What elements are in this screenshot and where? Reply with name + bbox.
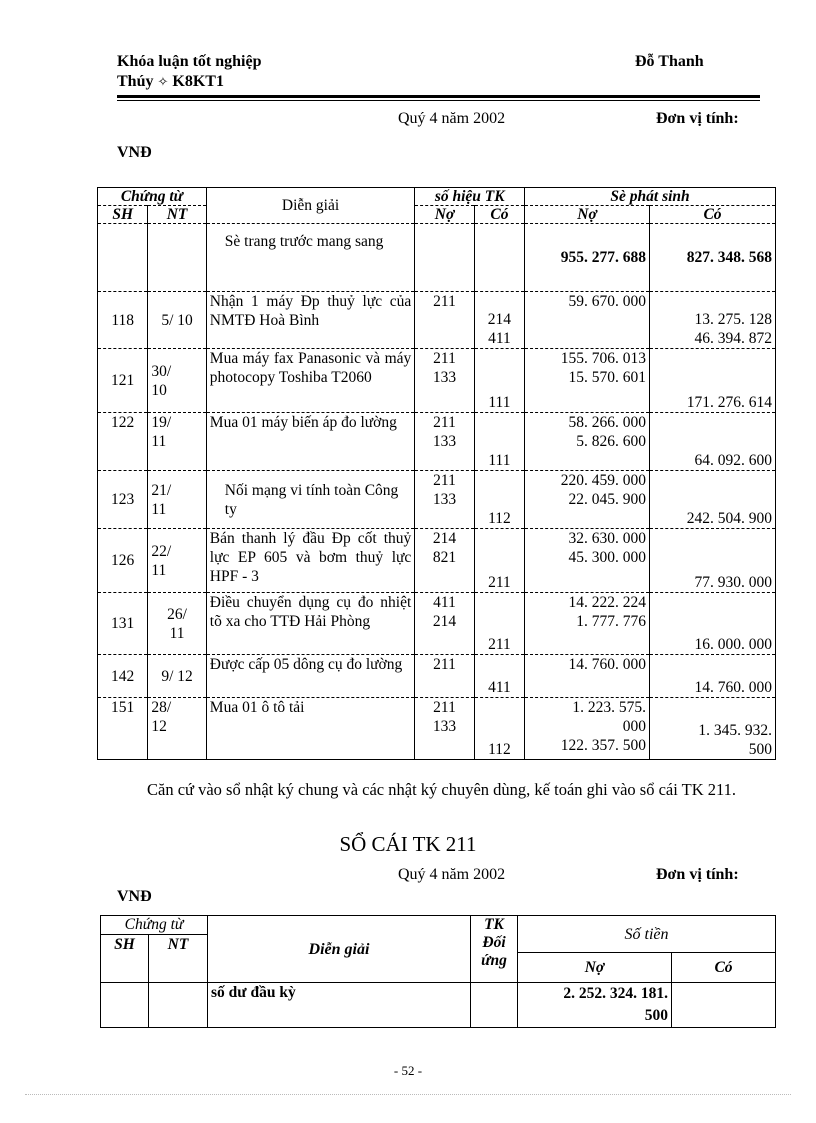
header-rule-thick (117, 95, 760, 98)
header-dien-giai-2: Diễn giải (208, 916, 471, 983)
header-chung-tu-2: Chứng từ (101, 916, 208, 935)
cell-tk-no: 211 (415, 655, 474, 698)
unit-label-2: Đơn vị tính: (656, 866, 739, 883)
body-paragraph: Căn cứ vào sổ nhật ký chung và các nhật ký chuyên dùng, kế toán ghi vào sổ cái TK 211. (147, 780, 737, 799)
cell-desc: Sè trang trước mang sang (206, 224, 415, 292)
class-code: K8KT1 (172, 73, 224, 90)
cell-sh: 123 (98, 471, 148, 529)
cell-amount-no: 220. 459. 000 22. 045. 900 (525, 471, 650, 529)
cell-amount-no: 955. 277. 688 (525, 224, 650, 292)
cell-amount-co: 16. 000. 000 (650, 593, 776, 655)
doc-title: Khóa luận tốt nghiệp (117, 53, 262, 70)
cell-amount-co-2 (672, 983, 776, 1028)
unit-label: Đơn vị tính: (656, 110, 739, 127)
cell-amount-no: 58. 266. 000 5. 826. 600 (525, 413, 650, 471)
cell-desc: Mua 01 ô tô tải (206, 698, 415, 760)
cell-tk-no: 211 133 (415, 413, 474, 471)
cell-amount-no: 155. 706. 013 15. 570. 601 (525, 349, 650, 413)
cell-nt: 21/ 11 (148, 471, 206, 529)
cell-tk-co: 111 (474, 349, 524, 413)
header-amount-no: Nợ (525, 206, 650, 224)
header-sh: SH (98, 206, 148, 224)
author-name-rest: Thúy (117, 73, 154, 90)
table-row (98, 698, 776, 760)
cell-tk-2 (471, 983, 518, 1028)
header-so-tien: Số tiền (518, 916, 776, 953)
cell-amount-no: 1. 223. 575. 000 122. 357. 500 (525, 698, 650, 760)
cell-desc: Bán thanh lý đầu Đp cốt thuỷ lực EP 605 và bơm thuỷ lực HPF - 3 (206, 529, 415, 593)
cell-amount-no: 14. 760. 000 (525, 655, 650, 698)
cell-tk-co: 211 (474, 593, 524, 655)
header-amount-co: Có (650, 206, 776, 224)
cell-tk-co: 411 (474, 655, 524, 698)
header-sh-2: SH (101, 935, 149, 983)
cell-amount-co: 171. 276. 614 (650, 349, 776, 413)
cell-nt: 5/ 10 (148, 292, 206, 349)
journal-table (97, 187, 776, 760)
page-number: - 52 - (393, 1063, 423, 1078)
cell-desc: Mua 01 máy biến áp đo lường (206, 413, 415, 471)
cell-desc: Nhận 1 máy Đp thuỷ lực của NMTĐ Hoà Bình (206, 292, 415, 349)
cell-amount-no: 32. 630. 000 45. 300. 000 (525, 529, 650, 593)
cell-amount-co: 1. 345. 932. 500 (650, 698, 776, 760)
cell-sh: 122 (98, 413, 148, 471)
ledger-table (100, 915, 776, 1028)
header-tk-no: Nợ (415, 206, 474, 224)
cell-nt: 28/ 12 (148, 698, 206, 760)
cell-desc: Mua máy fax Panasonic và máy photocopy Toshiba T2060 (206, 349, 415, 413)
cell-tk-co: 112 (474, 471, 524, 529)
header-rule-thin (117, 100, 760, 101)
cell-sh-2 (101, 983, 149, 1028)
cell-tk-co (474, 224, 524, 292)
cell-nt: 9/ 12 (148, 655, 206, 698)
cell-tk-co: 111 (474, 413, 524, 471)
table-row (98, 292, 776, 349)
cell-tk-no: 211 133 (415, 698, 474, 760)
table-row (101, 983, 776, 1028)
header-nt-2: NT (149, 935, 208, 983)
table-row (98, 224, 776, 292)
cell-amount-co: 13. 275. 128 46. 394. 872 (650, 292, 776, 349)
header-so-hieu-tk: số hiệu TK (415, 188, 525, 206)
cell-nt: 19/ 11 (148, 413, 206, 471)
cell-sh: 121 (98, 349, 148, 413)
period-label-2: Quý 4 năm 2002 (398, 866, 506, 883)
table-row (98, 529, 776, 593)
cell-sh: 126 (98, 529, 148, 593)
author-class-line (117, 72, 224, 92)
ledger-title: SỔ CÁI TK 211 (339, 832, 477, 856)
cell-nt: 30/ 10 (148, 349, 206, 413)
cell-nt (148, 224, 206, 292)
table-row (98, 413, 776, 471)
cell-tk-co: 112 (474, 698, 524, 760)
table-row (98, 349, 776, 413)
cell-sh: 142 (98, 655, 148, 698)
cell-tk-co: 214 411 (474, 292, 524, 349)
cell-sh (98, 224, 148, 292)
header-nt: NT (148, 206, 206, 224)
cell-amount-co: 14. 760. 000 (650, 655, 776, 698)
cell-desc: Được cấp 05 dông cụ đo lường (206, 655, 415, 698)
header-co-2: Có (672, 953, 776, 983)
author-name: Đỗ Thanh (635, 53, 704, 70)
currency-label: VNĐ (117, 144, 152, 161)
cell-tk-no: 211 133 (415, 471, 474, 529)
cell-tk-no (415, 224, 474, 292)
table-row (98, 593, 776, 655)
currency-label-2: VNĐ (117, 888, 152, 905)
cell-tk-co: 211 (474, 529, 524, 593)
header-tk-doi-ung: TK Đối ứng (471, 916, 518, 983)
cell-desc: Nối mạng vi tính toàn Công ty (206, 471, 415, 529)
diamond-icon: ✧ (157, 75, 169, 90)
period-label: Quý 4 năm 2002 (398, 110, 506, 127)
cell-amount-co: 64. 092. 600 (650, 413, 776, 471)
header-no-2: Nợ (518, 953, 672, 983)
cell-sh: 118 (98, 292, 148, 349)
table-row (98, 655, 776, 698)
cell-tk-no: 211 133 (415, 349, 474, 413)
cell-amount-co: 827. 348. 568 (650, 224, 776, 292)
cell-amount-no: 59. 670. 000 (525, 292, 650, 349)
cell-tk-no: 214 821 (415, 529, 474, 593)
header-chung-tu: Chứng từ (98, 188, 207, 206)
cell-sh: 131 (98, 593, 148, 655)
table-row (98, 471, 776, 529)
cell-nt: 26/ 11 (148, 593, 206, 655)
cell-amount-co: 77. 930. 000 (650, 529, 776, 593)
cell-amount-no: 14. 222. 224 1. 777. 776 (525, 593, 650, 655)
header-so-phat-sinh: Sè phát sinh (525, 188, 776, 206)
cell-amount-no-2: 2. 252. 324. 181. 500 (518, 983, 672, 1028)
header-dien-giai: Diễn giải (206, 188, 415, 224)
cell-desc-2: số dư đầu kỳ (208, 983, 471, 1028)
header-tk-co: Có (474, 206, 524, 224)
cell-sh: 151 (98, 698, 148, 760)
cell-tk-no: 411 214 (415, 593, 474, 655)
cell-nt-2 (149, 983, 208, 1028)
cell-tk-no: 211 (415, 292, 474, 349)
cell-desc: Điều chuyển dụng cụ đo nhiệt tõ xa cho TTĐ Hải Phòng (206, 593, 415, 655)
cell-nt: 22/ 11 (148, 529, 206, 593)
cell-amount-co: 242. 504. 900 (650, 471, 776, 529)
footer-rule (25, 1094, 791, 1095)
